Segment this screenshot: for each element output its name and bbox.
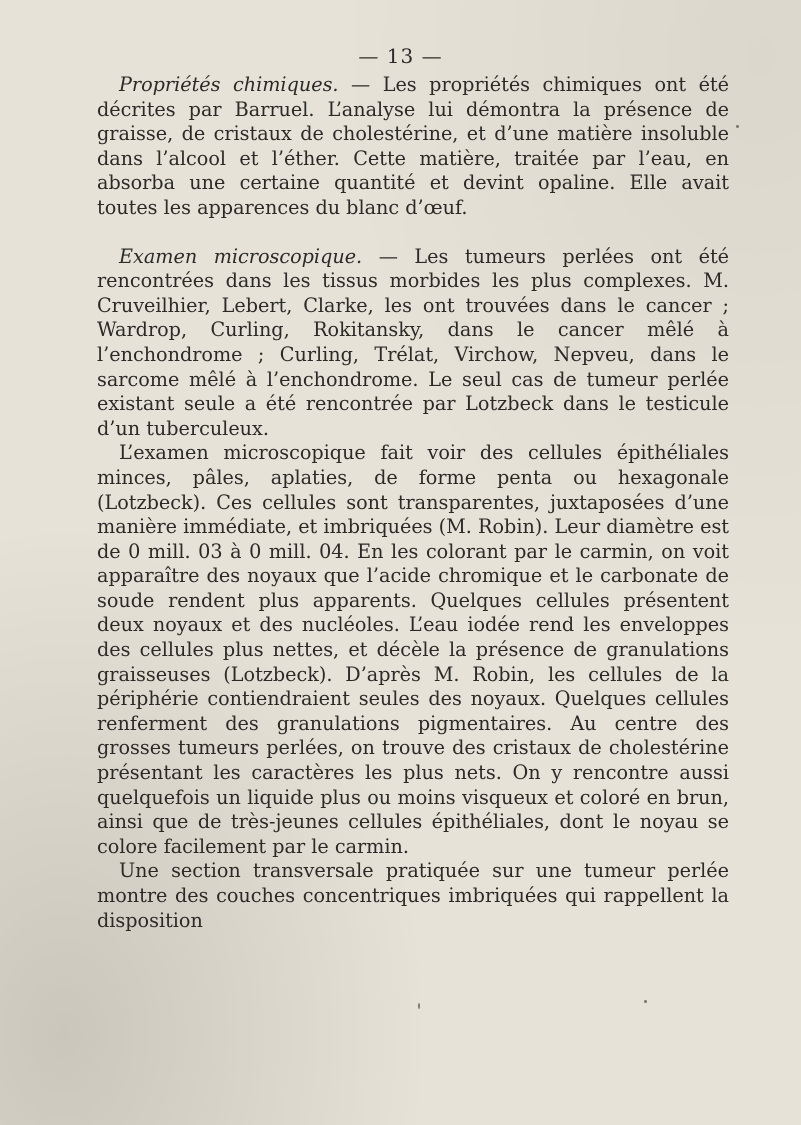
paragraph-text: — Les propriétés chimiques ont été décrites par Barruel. L’analyse lui démontra la présence de graisse, de cristaux de cholestérine, et d’une matière insoluble dans l’alcool et l’éther. Cette matière, traitée par l’eau, en absorba une certaine quantité et devint opaline. Elle avait toutes les apparences du blanc d’œuf. [97,73,729,219]
paper-speck [736,125,739,128]
paragraph-chemical-properties [97,73,729,221]
body-text [97,73,729,933]
paragraph-section [97,859,729,933]
paragraph-microscopic-exam [97,245,729,442]
section-heading-chemical-properties: Propriétés chimiques. [119,73,339,96]
paragraph-text: L’examen microscopique fait voir des cellules épithéliales minces, pâles, aplaties, de forme penta ou hexagonale (Lotzbeck). Ces cellules sont transparentes, juxtaposées d’une manière immédiate, et imbriquées (M. Robin). Leur diamètre est de 0 mill. 03 à 0 mill. 04. En les colorant par le carmin, on voit apparaître des noyaux que l’acide chromique et le carbonate de soude rendent plus apparents. Quelques cellules présentent deux noyaux et des nucléoles. L’eau iodée rend les enveloppes des cellules plus nettes, et décèle la présence de granulations graisseuses (Lotzbeck). D’après M. Robin, les cellules de la périphérie contiendraient seules des noyaux. Quelques cellules renferment des granulations pigmentaires. Au centre des grosses tumeurs perlées, on trouve des cristaux de cholestérine présentant les caractères les plus nets. On y rencontre aussi quelquefois un liquide plus ou moins visqueux et coloré en brun, ainsi que de très-jeunes cellules épithéliales, dont le noyau se colore facilement par le carmin. [97,441,729,858]
paper-speck [418,1003,420,1009]
page-number: — 13 — [358,44,443,68]
paper-speck [644,1000,647,1003]
paragraph-text: — Les tumeurs perlées ont été rencontrées dans les tissus morbides les plus complexes. M. Cruveilhier, Lebert, Clarke, les ont trouvées dans le cancer ; Wardrop, Curling, Rokitansky, dans le cancer mêlé à l’enchondrome ; Curling, Trélat, Virchow, Nepveu, dans le sarcome mêlé à l’enchondrome. Le seul cas de tumeur perlée existant seule a été rencontrée par Lotzbeck dans le testicule d’un tuberculeux. [97,244,730,440]
paragraph-cells [97,441,729,859]
paragraph-text: Une section transversale pratiquée sur une tumeur perlée montre des couches concentriques imbriquées qui rappellent la disposition [97,859,729,932]
section-heading-microscopic-exam: Examen microscopique. [119,244,363,268]
